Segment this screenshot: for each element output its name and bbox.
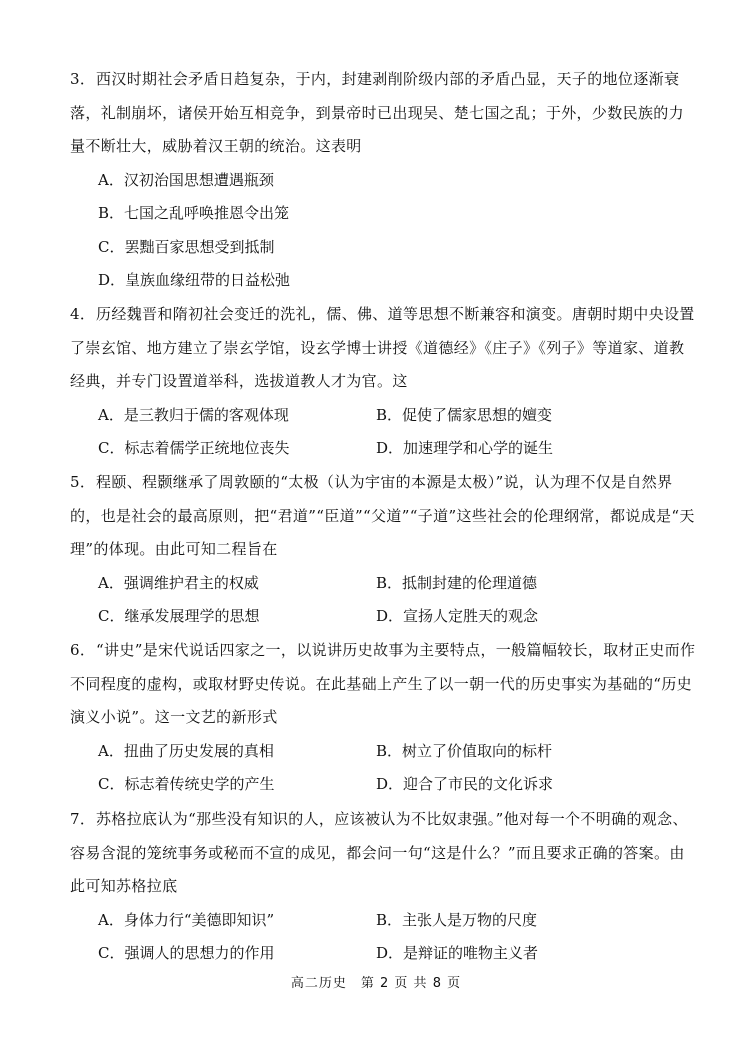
option-d[interactable]: D．加速理学和心学的诞生 xyxy=(376,439,554,457)
question-text: 苏格拉底认为“那些没有知识的人，应该被认为不比奴隶强。”他对每一个不明确的观念、容易含混的笼统事务或秘而不宣的成见，都会问一句“这是什么？”而且要求正确的答案。由此可知苏格拉底 xyxy=(70,810,688,895)
option-row xyxy=(70,432,696,466)
question-3 xyxy=(70,63,696,298)
option-b[interactable]: B．主张人是万物的尺度 xyxy=(376,910,538,929)
option-d[interactable]: D．迎合了市民的文化诉求 xyxy=(376,775,554,793)
question-number: 3． xyxy=(70,70,96,88)
option-b[interactable]: B．树立了价值取向的标杆 xyxy=(376,741,553,760)
question-5 xyxy=(70,466,696,634)
question-stem xyxy=(70,298,696,399)
option-a[interactable]: A．汉初治国思想遭遇瓶颈 xyxy=(98,170,274,189)
option-d[interactable]: D．宣扬人定胜天的观念 xyxy=(376,607,539,625)
option-c[interactable]: C．强调人的思想力的作用 xyxy=(98,944,275,962)
option-c[interactable]: C．继承发展理学的思想 xyxy=(98,607,260,625)
option-a[interactable]: A．强调维护君主的权威 xyxy=(98,573,259,592)
question-text: 历经魏晋和隋初社会变迁的洗礼，儒、佛、道等思想不断兼容和演变。唐朝时期中央设置了崇玄馆、地方建立了崇玄学馆，设玄学博士讲授《道德经》《庄子》《列子》等道家、道教经典，并专门设置道举科，选拔道教人才为官。这 xyxy=(70,305,695,390)
question-text: 西汉时期社会矛盾日趋复杂，于内，封建剥削阶级内部的矛盾凸显，天子的地位逐渐衰落，礼制崩坏，诸侯开始互相竞争，到景帝时已出现吴、楚七国之乱；于外，少数民族的力量不断壮大，威胁着汉王朝的统治。这表明 xyxy=(70,70,685,155)
page-footer: 高二历史 第 2 页 共 8 页 xyxy=(290,976,462,991)
option-d[interactable]: D．皇族血缘纽带的日益松弛 xyxy=(98,271,291,289)
question-7 xyxy=(70,803,696,971)
option-row xyxy=(70,600,696,634)
question-number: 7． xyxy=(70,810,96,828)
question-number: 4． xyxy=(70,305,96,323)
question-stem xyxy=(70,63,696,164)
option-b[interactable]: B．七国之乱呼唤推恩令出笼 xyxy=(98,204,290,222)
question-6 xyxy=(70,634,696,802)
question-text: 程颐、程颢继承了周敦颐的“太极（认为宇宙的本源是太极）”说，认为理不仅是自然界的，也是社会的最高原则，把“君道”“臣道”“父道”“子道”这些社会的伦理纲常，都说成是“天理”的体现。由此可知二程旨在 xyxy=(70,473,695,558)
option-c[interactable]: C．标志着传统史学的产生 xyxy=(98,775,275,793)
option-row xyxy=(70,567,696,601)
question-4 xyxy=(70,298,696,466)
question-stem xyxy=(70,466,696,567)
option-c[interactable]: C．罢黜百家思想受到抵制 xyxy=(98,237,275,256)
option-a[interactable]: A．扭曲了历史发展的真相 xyxy=(98,741,274,760)
option-row xyxy=(70,904,696,938)
question-text: “讲史”是宋代说话四家之一，以说讲历史故事为主要特点，一般篇幅较长，取材正史而作不同程度的虚构，或取材野史传说。在此基础上产生了以一朝一代的历史事实为基础的“历史演义小说”。这一文艺的新形式 xyxy=(70,641,696,726)
option-d[interactable]: D．是辩证的唯物主义者 xyxy=(376,944,539,962)
question-stem xyxy=(70,634,696,735)
question-number: 6． xyxy=(70,641,96,659)
option-a[interactable]: A．是三教归于儒的客观体现 xyxy=(98,405,289,424)
option-a[interactable]: A．身体力行“美德即知识” xyxy=(98,910,275,929)
option-row xyxy=(70,937,696,971)
question-stem xyxy=(70,803,696,904)
option-row xyxy=(70,768,696,802)
option-b[interactable]: B．抵制封建的伦理道德 xyxy=(376,573,538,592)
option-b[interactable]: B．促使了儒家思想的嬗变 xyxy=(376,405,553,424)
option-c[interactable]: C．标志着儒学正统地位丧失 xyxy=(98,439,290,457)
option-row xyxy=(70,399,696,433)
question-number: 5． xyxy=(70,473,96,491)
option-row xyxy=(70,735,696,769)
